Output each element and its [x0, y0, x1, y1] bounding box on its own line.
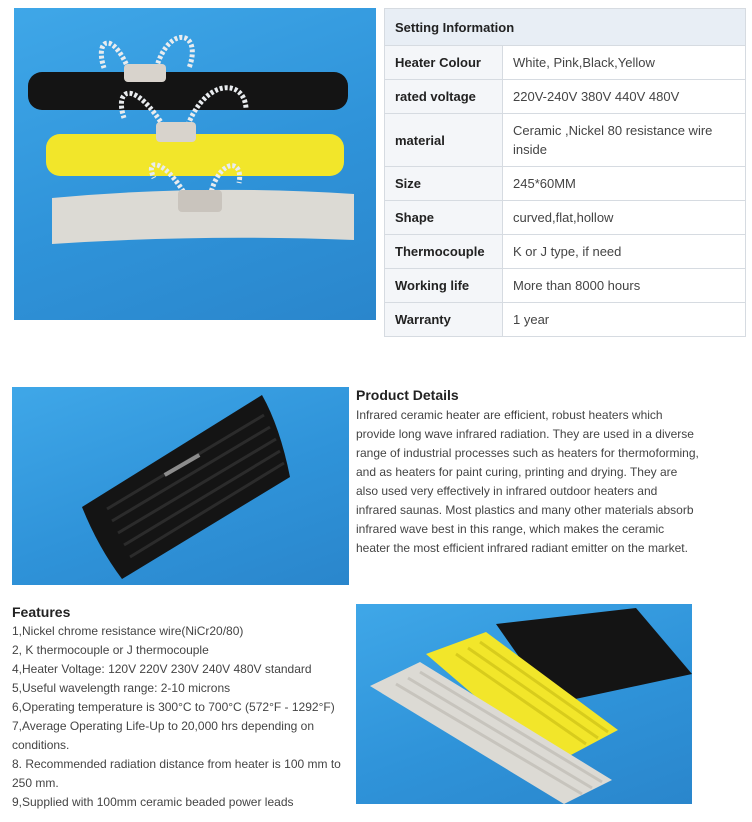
spec-row-heater-colour — [385, 46, 746, 80]
spec-table-header: Setting Information — [385, 9, 746, 46]
feature-item: 7,Average Operating Life-Up to 20,000 hrs depending on conditions. — [12, 719, 314, 752]
product-details — [356, 387, 701, 558]
spec-row-warranty — [385, 303, 746, 337]
spec-row-rated-voltage — [385, 80, 746, 114]
feature-item: 8. Recommended radiation distance from heater is 100 mm to 250 mm. — [12, 757, 341, 790]
spec-key: Shape — [385, 201, 503, 235]
product-photo-three-heaters — [356, 604, 692, 804]
spec-key: rated voltage — [385, 80, 503, 114]
spec-key: Warranty — [385, 303, 503, 337]
spec-row-shape — [385, 201, 746, 235]
feature-item: 9,Supplied with 100mm ceramic beaded power leads — [12, 795, 294, 809]
product-photo-black-heater — [12, 387, 349, 585]
spec-key: Thermocouple — [385, 235, 503, 269]
heater-illustration — [14, 8, 376, 320]
spec-row-working-life — [385, 269, 746, 303]
spec-value: White, Pink,Black,Yellow — [503, 46, 746, 80]
spec-table — [384, 8, 746, 337]
black-heater-illustration — [12, 387, 349, 585]
spec-key: Size — [385, 167, 503, 201]
feature-item: 1,Nickel chrome resistance wire(NiCr20/80) — [12, 624, 244, 638]
spec-value: 1 year — [503, 303, 746, 337]
features-title: Features — [12, 604, 71, 620]
spec-value: Ceramic ,Nickel 80 resistance wire inside — [503, 114, 746, 167]
features-section — [12, 604, 350, 812]
product-photo-heater-colours — [14, 8, 376, 320]
feature-item: 4,Heater Voltage: 120V 220V 230V 240V 480V standard — [12, 662, 312, 676]
feature-item: 6,Operating temperature is 300°C to 700°C (572°F - 1292°F) — [12, 700, 335, 714]
spec-value: K or J type, if need — [503, 235, 746, 269]
spec-value: curved,flat,hollow — [503, 201, 746, 235]
spec-key: Heater Colour — [385, 46, 503, 80]
product-details-body: Infrared ceramic heater are efficient, robust heaters which provide long wave infrared radiation. They are used in a diverse range of industrial processes such as heaters for thermoforming, and as heaters for paint curing, printing and drying. They are also used very effectively in infrared outdoor heaters and infrared saunas. Most plastics and many other materials absorb infrared wave best in this range, which makes the ceramic heater the most efficient infrared radiant emitter on the market. — [356, 408, 699, 555]
spec-key: material — [385, 114, 503, 167]
features-list — [12, 622, 350, 812]
spec-row-material — [385, 114, 746, 167]
spec-value: 245*60MM — [503, 167, 746, 201]
spec-value: 220V-240V 380V 440V 480V — [503, 80, 746, 114]
spec-value: More than 8000 hours — [503, 269, 746, 303]
spec-row-size — [385, 167, 746, 201]
product-details-title: Product Details — [356, 387, 459, 403]
three-heaters-illustration — [356, 604, 692, 804]
spec-row-thermocouple — [385, 235, 746, 269]
spec-key: Working life — [385, 269, 503, 303]
feature-item: 5,Useful wavelength range: 2-10 microns — [12, 681, 231, 695]
feature-item: 2, K thermocouple or J thermocouple — [12, 643, 209, 657]
